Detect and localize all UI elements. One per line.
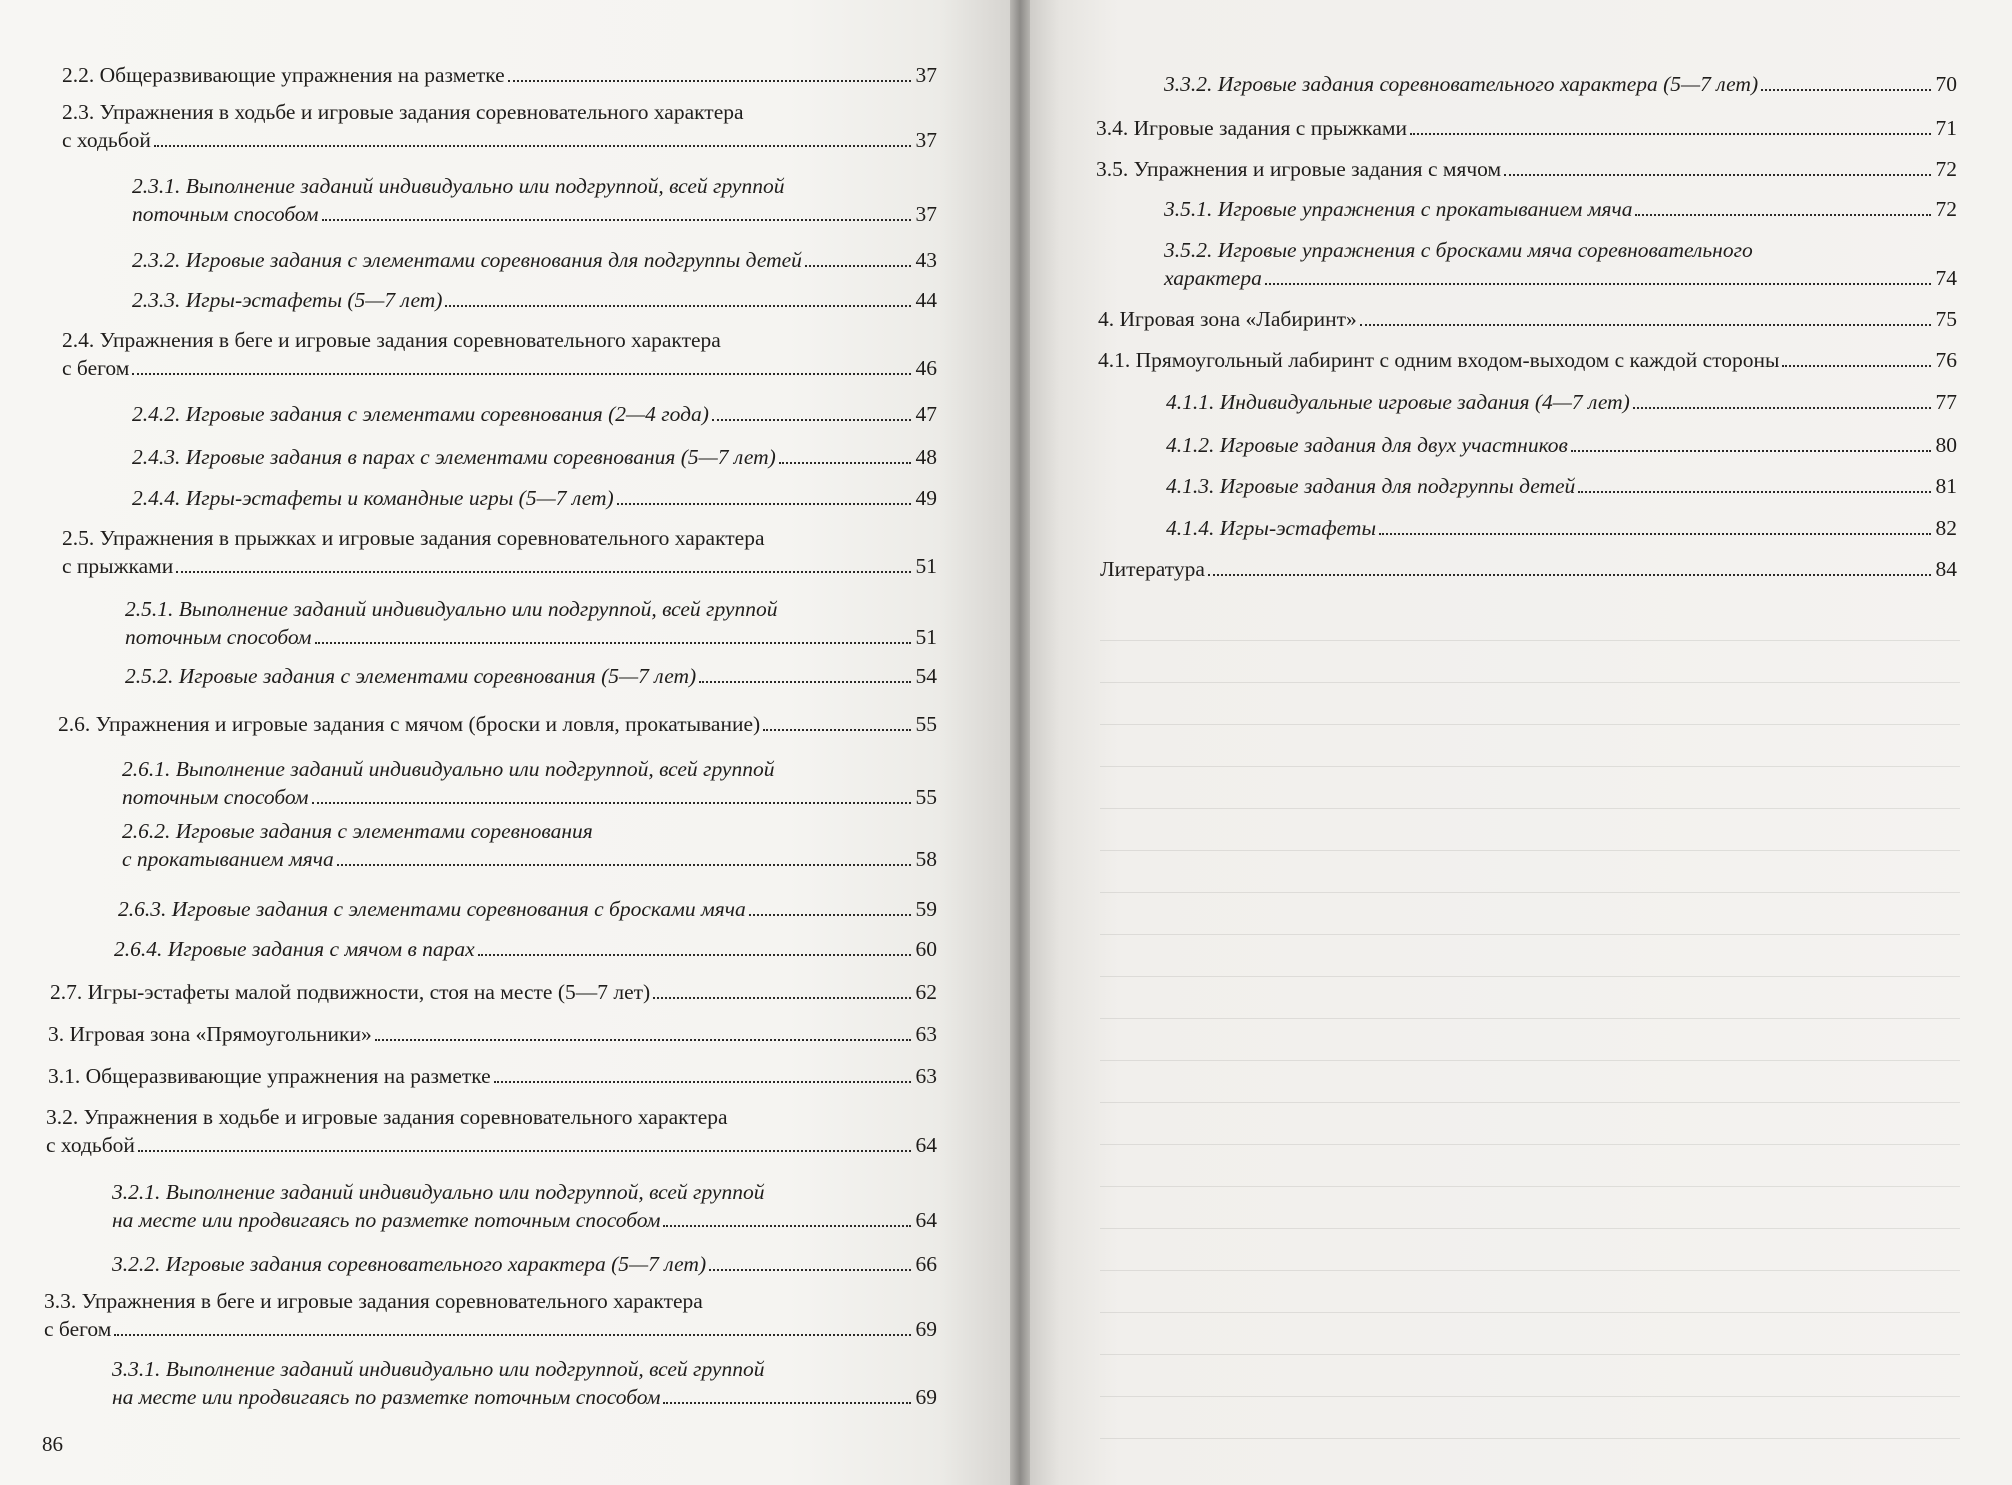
toc-entry-title: с прокатыванием мяча <box>122 847 334 871</box>
toc-page-number: 58 <box>915 847 937 871</box>
right-page <box>1030 0 2012 1485</box>
toc-right <box>1030 0 2012 1485</box>
toc-entry <box>125 662 937 690</box>
dot-leader <box>312 802 911 804</box>
dot-leader <box>1571 450 1931 452</box>
toc-entry-title: 2.3. Упражнения в ходьбе и игровые задания соревновательного характера <box>62 100 744 124</box>
toc-page-number: 69 <box>915 1385 937 1409</box>
dot-leader <box>1410 133 1930 135</box>
toc-entry <box>1166 388 1957 416</box>
toc-entry <box>62 98 937 154</box>
toc-entry-title: 2.6.3. Игровые задания с элементами соревнования с бросками мяча <box>118 897 746 921</box>
dot-leader <box>617 503 911 505</box>
toc-page-number: 49 <box>915 486 937 510</box>
toc-page-number: 59 <box>915 897 937 921</box>
toc-page-number: 72 <box>1935 157 1957 181</box>
toc-entry-title: на месте или продвигаясь по разметке поточным способом <box>112 1208 661 1232</box>
dot-leader <box>779 462 911 464</box>
dot-leader <box>132 373 910 375</box>
dot-leader <box>375 1039 911 1041</box>
dot-leader <box>138 1150 911 1152</box>
toc-entry <box>132 246 937 274</box>
toc-entry-title: 4. Игровая зона «Лабиринт» <box>1098 307 1357 331</box>
toc-entry-title: 3.2.1. Выполнение заданий индивидуально или подгруппой, всей группой <box>112 1180 765 1204</box>
toc-entry <box>125 595 937 651</box>
dot-leader <box>1360 324 1931 326</box>
toc-entry-title: 3.5. Упражнения и игровые задания с мячом <box>1096 157 1502 181</box>
toc-entry-title: с прыжками <box>62 554 174 578</box>
toc-entry-title: с ходьбой <box>46 1133 135 1157</box>
toc-entry <box>1096 114 1957 142</box>
toc-entry <box>132 172 937 228</box>
toc-entry <box>1164 70 1957 98</box>
dot-leader <box>699 681 910 683</box>
toc-entry <box>62 61 937 89</box>
toc-entry <box>1164 195 1957 223</box>
toc-page-number: 69 <box>915 1317 937 1341</box>
toc-page-number: 84 <box>1935 557 1957 581</box>
toc-entry-title: 3.2.2. Игровые задания соревновательного характера (5—7 лет) <box>112 1252 707 1276</box>
toc-entry <box>1098 346 1957 374</box>
toc-entry <box>112 1250 937 1278</box>
dot-leader <box>315 642 911 644</box>
toc-entry-title: с бегом <box>44 1317 112 1341</box>
dot-leader <box>154 145 911 147</box>
toc-entry-title: 3.3.1. Выполнение заданий индивидуально или подгруппой, всей группой <box>112 1357 765 1381</box>
toc-entry-title: с ходьбой <box>62 128 151 152</box>
toc-entry <box>58 710 937 738</box>
dot-leader <box>494 1081 911 1083</box>
toc-entry-title: 3.5.2. Игровые упражнения с бросками мяча соревновательного <box>1164 238 1753 262</box>
toc-entry-title: 2.3.3. Игры-эстафеты (5—7 лет) <box>132 288 443 312</box>
toc-page-number: 37 <box>915 128 937 152</box>
toc-page-number: 55 <box>915 712 937 736</box>
toc-entry-title: 4.1. Прямоугольный лабиринт с одним входом-выходом с каждой стороны <box>1098 348 1780 372</box>
toc-entry-title: 4.1.3. Игровые задания для подгруппы детей <box>1166 474 1576 498</box>
toc-page-number: 46 <box>915 356 937 380</box>
toc-entry-title: 4.1.2. Игровые задания для двух участников <box>1166 433 1568 457</box>
dot-leader <box>663 1402 910 1404</box>
toc-entry <box>1166 472 1957 500</box>
toc-entry <box>44 1287 937 1343</box>
toc-page-number: 51 <box>915 625 937 649</box>
dot-leader <box>712 419 911 421</box>
toc-entry <box>62 524 937 580</box>
dot-leader <box>445 305 910 307</box>
toc-entry-title: характера <box>1164 266 1262 290</box>
toc-page-number: 66 <box>915 1252 937 1276</box>
toc-page-number: 62 <box>915 980 937 1004</box>
toc-page-number: 77 <box>1935 390 1957 414</box>
toc-page-number: 60 <box>915 937 937 961</box>
dot-leader <box>663 1225 910 1227</box>
toc-entry-title: Литература <box>1100 557 1205 581</box>
toc-entry <box>46 1103 937 1159</box>
toc-entry-title: 3.1. Общеразвивающие упражнения на разметке <box>48 1064 491 1088</box>
toc-page-number: 72 <box>1935 197 1957 221</box>
toc-entry <box>122 755 937 811</box>
toc-entry <box>62 326 937 382</box>
toc-page-number: 64 <box>915 1208 937 1232</box>
toc-page-number: 75 <box>1935 307 1957 331</box>
dot-leader <box>653 997 910 999</box>
toc-entry-title: 2.6.4. Игровые задания с мячом в парах <box>114 937 475 961</box>
toc-entry <box>1166 514 1957 542</box>
dot-leader <box>322 219 911 221</box>
toc-entry <box>1096 155 1957 183</box>
dot-leader <box>1208 574 1931 576</box>
toc-entry-title: 3.2. Упражнения в ходьбе и игровые задания соревновательного характера <box>46 1105 728 1129</box>
toc-entry-title: 2.3.2. Игровые задания с элементами соревнования для подгруппы детей <box>132 248 802 272</box>
dot-leader <box>1761 89 1930 91</box>
dot-leader <box>763 729 910 731</box>
toc-entry-title: 2.6.2. Игровые задания с элементами соревнования <box>122 819 593 843</box>
toc-page-number: 74 <box>1935 266 1957 290</box>
dot-leader <box>1504 174 1930 176</box>
toc-entry <box>132 400 937 428</box>
toc-entry-title: 2.2. Общеразвивающие упражнения на разметке <box>62 63 505 87</box>
toc-entry-title: 2.6.1. Выполнение заданий индивидуально или подгруппой, всей группой <box>122 757 775 781</box>
toc-page-number: 63 <box>915 1022 937 1046</box>
toc-entry-title: 4.1.1. Индивидуальные игровые задания (4—7 лет) <box>1166 390 1630 414</box>
toc-entry-title: 2.6. Упражнения и игровые задания с мячом (броски и ловля, прокатывание) <box>58 712 761 736</box>
toc-entry <box>112 1178 937 1234</box>
toc-page-number: 82 <box>1935 516 1957 540</box>
dot-leader <box>1633 407 1931 409</box>
toc-page-number: 55 <box>915 785 937 809</box>
toc-entry-title: с бегом <box>62 356 130 380</box>
toc-page-number: 63 <box>915 1064 937 1088</box>
toc-entry-title: 2.4. Упражнения в беге и игровые задания соревновательного характера <box>62 328 721 352</box>
dot-leader <box>114 1334 910 1336</box>
dot-leader <box>176 571 910 573</box>
toc-entry-title: 2.3.1. Выполнение заданий индивидуально или подгруппой, всей группой <box>132 174 785 198</box>
toc-entry <box>48 1020 937 1048</box>
toc-page-number: 43 <box>915 248 937 272</box>
dot-leader <box>805 265 911 267</box>
toc-entry <box>1166 431 1957 459</box>
toc-entry-title: 2.4.4. Игры-эстафеты и командные игры (5—7 лет) <box>132 486 614 510</box>
toc-page-number: 54 <box>915 664 937 688</box>
toc-entry <box>132 286 937 314</box>
toc-page-number: 71 <box>1935 116 1957 140</box>
dot-leader <box>508 80 911 82</box>
dot-leader <box>1635 214 1930 216</box>
toc-entry-title: 2.4.3. Игровые задания в парах с элементами соревнования (5—7 лет) <box>132 445 776 469</box>
dot-leader <box>1578 491 1930 493</box>
toc-page-number: 81 <box>1935 474 1957 498</box>
toc-entry-title: поточным способом <box>132 202 319 226</box>
toc-page-number: 44 <box>915 288 937 312</box>
toc-entry-title: 4.1.4. Игры-эстафеты <box>1166 516 1377 540</box>
toc-entry <box>122 817 937 873</box>
toc-page-number: 37 <box>915 202 937 226</box>
toc-entry-title: поточным способом <box>125 625 312 649</box>
toc-entry-title: 2.7. Игры-эстафеты малой подвижности, стоя на месте (5—7 лет) <box>50 980 651 1004</box>
toc-entry <box>1164 236 1957 292</box>
toc-entry-title: 2.5. Упражнения в прыжках и игровые задания соревновательного характера <box>62 526 765 550</box>
toc-entry <box>114 935 937 963</box>
dot-leader <box>1265 283 1931 285</box>
toc-entry-title: 2.4.2. Игровые задания с элементами соревнования (2—4 года) <box>132 402 709 426</box>
toc-entry <box>50 978 937 1006</box>
book-spine <box>1010 0 1030 1485</box>
dot-leader <box>1379 533 1930 535</box>
toc-page-number: 48 <box>915 445 937 469</box>
toc-page-number: 37 <box>915 63 937 87</box>
toc-entry <box>48 1062 937 1090</box>
toc-entry <box>1100 555 1957 583</box>
toc-entry-title: 3.4. Игровые задания с прыжками <box>1096 116 1408 140</box>
dot-leader <box>1782 365 1930 367</box>
toc-entry-title: 3. Игровая зона «Прямоугольники» <box>48 1022 372 1046</box>
toc-entry-title: 3.3.2. Игровые задания соревновательного характера (5—7 лет) <box>1164 72 1759 96</box>
toc-entry-title: 2.5.2. Игровые задания с элементами соревнования (5—7 лет) <box>125 664 697 688</box>
toc-entry <box>112 1355 937 1411</box>
toc-entry <box>132 484 937 512</box>
toc-entry <box>1098 305 1957 333</box>
dot-leader <box>709 1269 910 1271</box>
toc-entry-title: поточным способом <box>122 785 309 809</box>
toc-page-number: 80 <box>1935 433 1957 457</box>
toc-entry-title: на месте или продвигаясь по разметке поточным способом <box>112 1385 661 1409</box>
toc-page-number: 51 <box>915 554 937 578</box>
toc-page-number: 64 <box>915 1133 937 1157</box>
toc-entry <box>118 895 937 923</box>
toc-entry-title: 3.5.1. Игровые упражнения с прокатыванием мяча <box>1164 197 1633 221</box>
toc-entry-title: 2.5.1. Выполнение заданий индивидуально или подгруппой, всей группой <box>125 597 778 621</box>
toc-page-number: 47 <box>915 402 937 426</box>
toc-entry-title: 3.3. Упражнения в беге и игровые задания соревновательного характера <box>44 1289 703 1313</box>
toc-page-number: 76 <box>1935 348 1957 372</box>
toc-entry <box>132 443 937 471</box>
dot-leader <box>749 914 911 916</box>
dot-leader <box>337 864 911 866</box>
page-number: 86 <box>42 1432 63 1456</box>
dot-leader <box>478 954 911 956</box>
toc-page-number: 70 <box>1935 72 1957 96</box>
